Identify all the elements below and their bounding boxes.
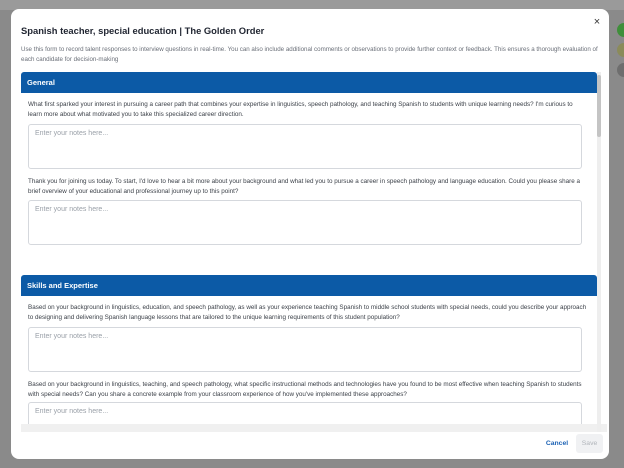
question-text: Thank you for joining us today. To start, I'd love to hear a bit more about your background and what led you to pursue a career in speech pathology and language education. Could you please share a brief overview of your educational and professional journey up to this point?	[28, 178, 580, 195]
section-header-general: General	[21, 72, 597, 93]
section-header-skills: Skills and Expertise	[21, 275, 597, 296]
notes-field[interactable]	[28, 327, 582, 372]
modal-description: Use this form to record talent responses to interview questions in real-time. You can also include additional comments or observations to provide further context or feedback. This ensures a thorough evaluation of each candidate for decision-making	[21, 46, 598, 63]
question-text: What first sparked your interest in pursuing a career path that combines your expertise in linguistics, speech pathology, and teaching Spanish to students with unique learning needs? I'm curious to learn more about what motivated you to take this specialized career direction.	[28, 101, 573, 118]
section-body	[21, 296, 597, 432]
interview-notes-modal	[11, 9, 609, 459]
close-icon[interactable]: ×	[593, 16, 601, 28]
save-button[interactable]: Save	[576, 434, 603, 453]
notes-field[interactable]	[28, 200, 582, 245]
background-avatar	[617, 23, 624, 37]
section-skills-and-expertise	[21, 275, 597, 432]
section-body	[21, 93, 597, 268]
questions-scroll-area[interactable]	[21, 72, 607, 432]
background-avatar	[617, 63, 624, 77]
modal-title: Spanish teacher, special education | The Golden Order	[21, 25, 265, 36]
question-text: Based on your background in linguistics, teaching, and speech pathology, what specific instructional methods and technologies have you found to be most effective when teaching Spanish to students with special needs? Can you share a concrete example from your classroom experience of how you've implemented these approaches?	[28, 381, 582, 398]
background-avatar	[617, 43, 624, 57]
scroll-bottom-edge	[21, 424, 607, 432]
cancel-button[interactable]: Cancel	[545, 440, 569, 447]
section-general	[21, 72, 597, 268]
notes-field[interactable]	[28, 124, 582, 169]
question-text: Based on your background in linguistics, education, and speech pathology, as well as your experience teaching Spanish to middle school students with special needs, could you describe your approach to designing and delivering Spanish language lessons that are tailored to the unique learning requirements of this student population?	[28, 304, 587, 321]
scrollbar-thumb[interactable]	[597, 75, 601, 137]
